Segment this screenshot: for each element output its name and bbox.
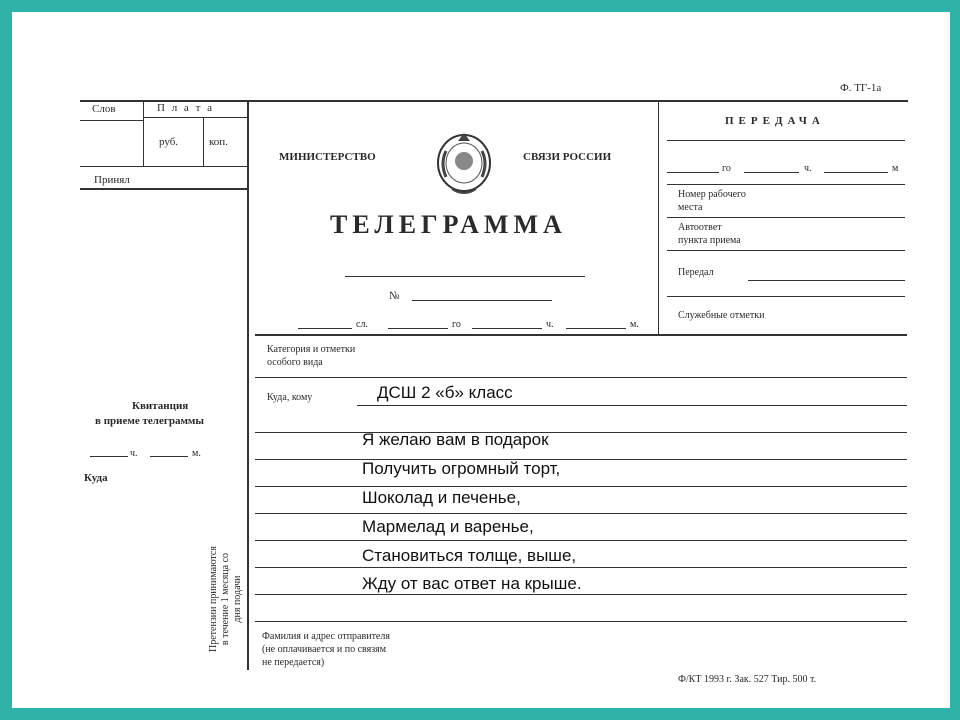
time-ch: ч. [546, 319, 554, 330]
message-line: Становиться толще, выше, [362, 546, 577, 565]
ministry-right: СВЯЗИ РОССИИ [523, 151, 612, 163]
ch-label-right: ч. [804, 163, 812, 174]
m-label-right: м [892, 163, 899, 174]
blank-line [345, 276, 585, 277]
ch-label: ч. [130, 448, 138, 459]
time-m: м. [630, 319, 639, 330]
writing-line [255, 594, 907, 595]
slov-label: Слов [92, 103, 116, 115]
blank-line [744, 172, 799, 173]
blank-line [667, 172, 719, 173]
kuda-komu-label: Куда, кому [267, 392, 313, 403]
writing-line [255, 513, 907, 514]
category-label: Категория и отметки особого вида [267, 344, 356, 368]
divider [80, 120, 143, 121]
time-sl: сл. [356, 319, 368, 330]
message-line: Жду от вас ответ на крыше. [362, 574, 582, 593]
divider [667, 250, 905, 251]
go-label: го [722, 163, 731, 174]
writing-line [255, 459, 907, 460]
receipt-title: Квитанция [132, 400, 189, 412]
divider [255, 377, 907, 378]
divider [203, 117, 204, 166]
blank-line [298, 328, 352, 329]
rub-label: руб. [159, 136, 179, 148]
kop-label: коп. [209, 136, 228, 148]
peredal-label: Передал [678, 267, 714, 278]
writing-line [255, 540, 907, 541]
writing-line [357, 405, 907, 406]
blank-line [150, 456, 188, 457]
receipt-subtitle: в приеме телеграммы [95, 415, 205, 427]
ministry-left: МИНИСТЕРСТВО [279, 151, 376, 163]
workplace-label: Номер рабочего места [678, 189, 746, 213]
message-line: Шоколад и печенье, [362, 488, 521, 507]
addressee-text: ДСШ 2 «б» класс [377, 383, 513, 402]
blank-line [388, 328, 448, 329]
plata-label: П л а т а [157, 102, 215, 114]
blank-line [412, 300, 552, 301]
body-top-rule [255, 334, 907, 336]
autoanswer-label: Автоответ пункта приема [678, 222, 741, 246]
divider [667, 184, 905, 185]
coat-of-arms-emblem [432, 127, 496, 201]
sender-label: Фамилия и адрес отправителя (не оплачивается и по связям не передается) [262, 631, 390, 668]
divider [80, 188, 247, 190]
blank-line [566, 328, 626, 329]
writing-line [255, 432, 907, 433]
divider [80, 166, 247, 167]
message-line: Мармелад и варенье, [362, 517, 534, 536]
message-line: Получить огромный торт, [362, 459, 561, 478]
priyal-label: Принял [94, 174, 130, 186]
blank-line [472, 328, 542, 329]
writing-line [255, 486, 907, 487]
telegram-title: ТЕЛЕГРАММА [330, 210, 567, 239]
divider [667, 140, 905, 141]
writing-line [255, 567, 907, 568]
time-go: го [452, 319, 461, 330]
right-divider [658, 100, 659, 334]
telegram-form [12, 12, 950, 708]
divider [143, 100, 144, 166]
form-code: Ф. ТГ-1а [840, 82, 882, 94]
peredacha-label: ПЕРЕДАЧА [725, 115, 825, 127]
m-label: м. [192, 448, 201, 459]
claims-note: Претензии принимаются в течение 1 месяца со дня подачи [208, 546, 243, 652]
writing-line [255, 621, 907, 622]
main-divider [247, 100, 249, 670]
divider [667, 296, 905, 297]
message-line: Я желаю вам в подарок [362, 430, 549, 449]
kuda-label: Куда [84, 472, 108, 484]
number-label: № [389, 290, 400, 302]
blank-line [748, 280, 905, 281]
blank-line [90, 456, 128, 457]
footer-print-info: Ф/КТ 1993 г. Зак. 527 Тир. 500 т. [678, 674, 817, 685]
divider [667, 217, 905, 218]
blank-line [824, 172, 888, 173]
divider [143, 117, 247, 118]
service-label: Служебные отметки [678, 310, 765, 321]
